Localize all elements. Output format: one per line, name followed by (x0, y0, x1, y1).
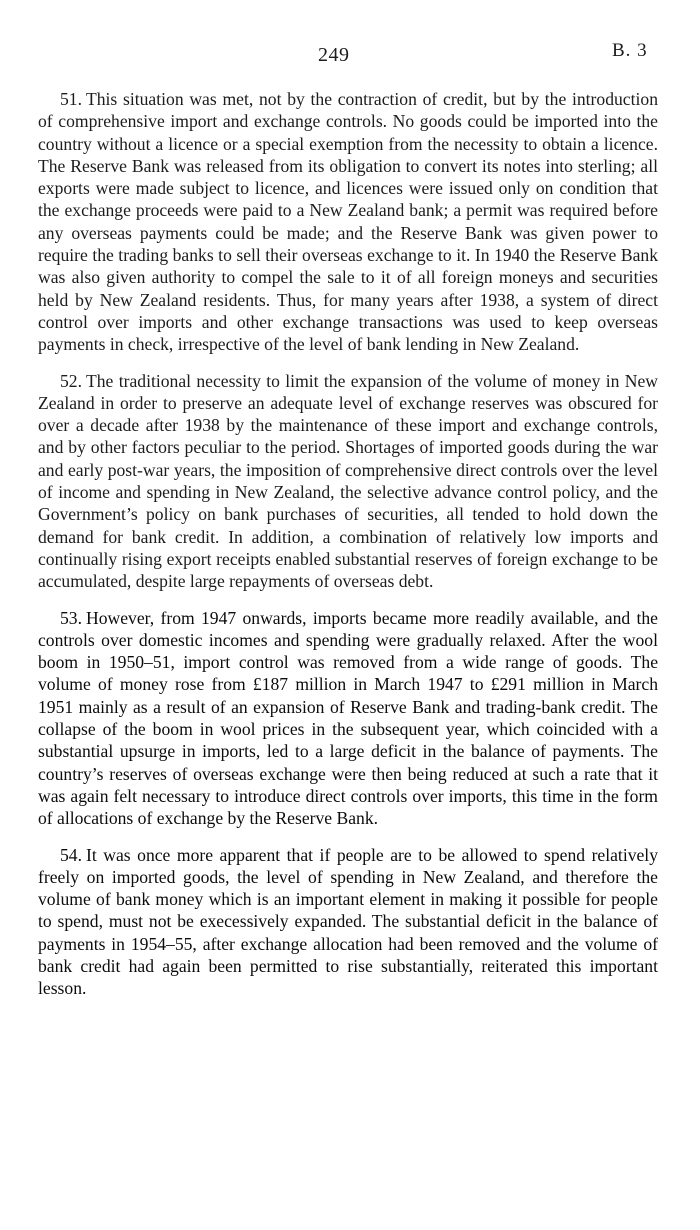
paragraph-text: This situation was met, not by the contraction of credit, but by the introduction of comprehensive import and exchange controls. No goods could be imported into the country without a licence or a special exemption from the necessity to obtain a licence. The Reserve Bank was released from its obligation to convert its notes into sterling; all exports were made subject to licence, and licences were issued only on condition that the exchange proceeds were paid to a New Zealand bank; a permit was required before any overseas payments could be made; and the Reserve Bank was given power to require the trading banks to sell their overseas exchange to it. In 1940 the Reserve Bank was also given authority to compel the sale to it of all foreign moneys and securities held by New Zealand residents. Thus, for many years after 1938, a system of direct control over imports and other exchange transactions was used to keep overseas payments in check, irrespective of the level of bank lending in New Zealand. (38, 89, 658, 355)
paragraph-53 (38, 607, 658, 830)
paragraph-number: 52. (60, 370, 82, 391)
paragraph-text: The traditional necessity to limit the expansion of the volume of money in New Zealand in order to preserve an adequate level of exchange reserves was obscured for over a decade after 1938 by the maintenance of these import and exchange controls, and by other factors peculiar to the period. Shortages of imported goods during the war and early post-war years, the imposition of comprehensive direct controls over the level of income and spending in New Zealand, the selective advance control policy, and the Government’s policy on bank purchases of securities, all tended to hold down the demand for bank credit. In addition, a combination of relatively low imports and continually rising export receipts enabled substantial reserves of foreign exchange to be accumulated, despite large repayments of overseas debt. (38, 370, 658, 592)
document-reference: B. 3 (612, 40, 648, 61)
paragraph-52 (38, 370, 658, 593)
page-number: 249 (318, 44, 350, 66)
paragraph-text: It was once more apparent that if people are to be allowed to spend relatively freely on imported goods, the level of spending in New Zealand, and therefore the volume of bank money which is an important element in making it possible for people to spend, must not be execessively expanded. The substantial deficit in the balance of payments in 1954–55, after exchange allocation had been removed and the volume of bank credit had again been permitted to rise substantially, reiterated this important lesson. (38, 844, 658, 999)
paragraph-number: 54. (60, 844, 82, 865)
body-text (38, 88, 658, 1014)
paragraph-54 (38, 844, 658, 1000)
paragraph-51 (38, 88, 658, 356)
paragraph-text: However, from 1947 onwards, imports became more readily available, and the controls over domestic incomes and spending were gradually relaxed. After the wool boom in 1950–51, import control was removed from a wide range of goods. The volume of money rose from £187 million in March 1947 to £291 million in March 1951 mainly as a result of an expansion of Reserve Bank and trading-bank credit. The collapse of the boom in wool prices in the subsequent year, which coincided with a substantial upsurge in imports, led to a large deficit in the balance of payments. The country’s reserves of overseas exchange were then being reduced at such a rate that it was again felt necessary to introduce direct controls over imports, this time in the form of allocations of exchange by the Reserve Bank. (38, 607, 658, 829)
paragraph-number: 51. (60, 89, 82, 109)
paragraph-number: 53. (60, 607, 82, 628)
